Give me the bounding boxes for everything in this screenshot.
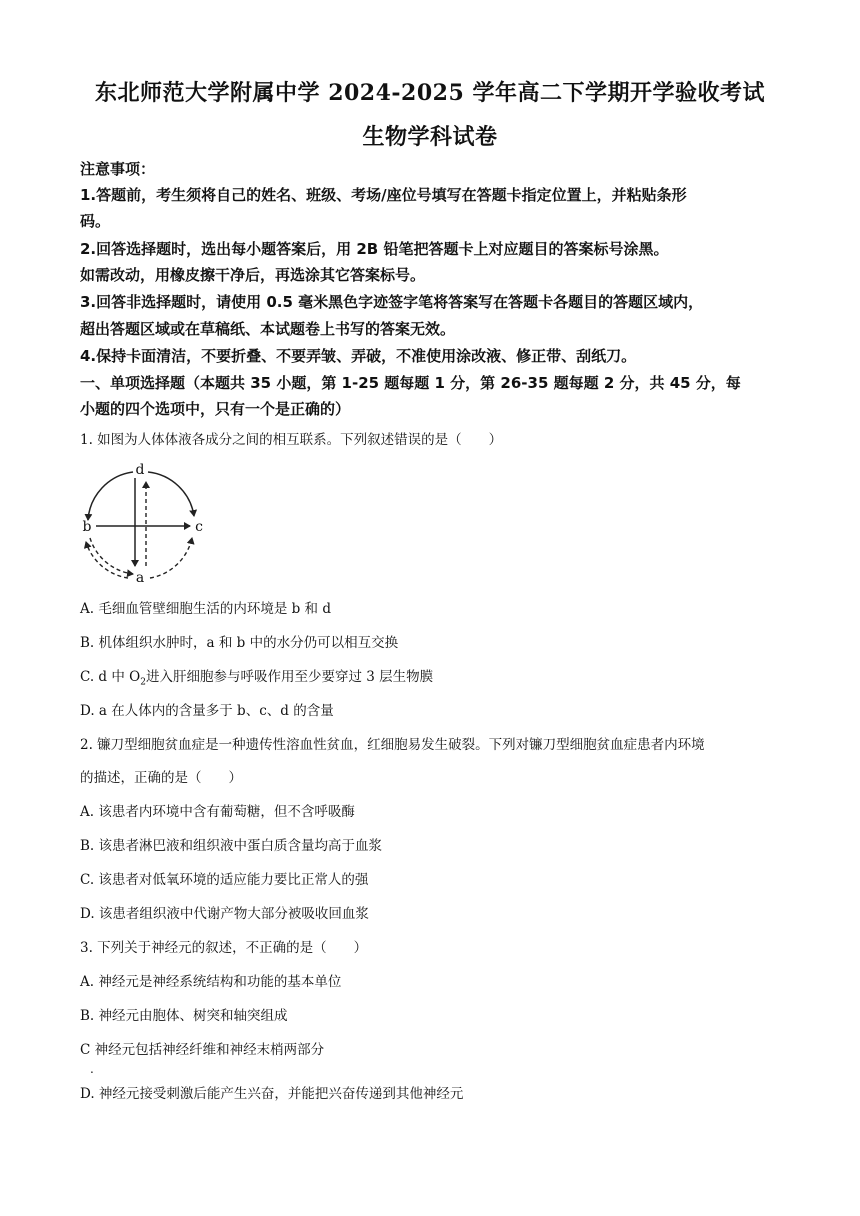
section-heading: 一、单项选择题（本题共 35 小题，第 1-25 题每题 1 分，第 26-35 题每题 2 分，共 45 分，每 bbox=[80, 374, 741, 392]
option-c: C 神经元包括神经纤维和神经末梢两部分 bbox=[80, 1042, 325, 1058]
question-stem: 2. 镰刀型细胞贫血症是一种遗传性溶血性贫血，红细胞易发生破裂。下列对镰刀型细胞贫血症患者内环境 bbox=[80, 737, 705, 753]
option-b: B. 该患者淋巴液和组织液中蛋白质含量均高于血浆 bbox=[80, 838, 383, 854]
option-a: A. 神经元是神经系统结构和功能的基本单位 bbox=[80, 974, 342, 990]
option-c-text-start: C. d 中 O bbox=[80, 669, 141, 685]
option-a: A. 该患者内环境中含有葡萄糖，但不含呼吸酶 bbox=[80, 804, 355, 820]
arrow-b-to-a bbox=[90, 538, 133, 574]
note-line: 1.答题前，考生须将自己的姓名、班级、考场/座位号填写在答题卡指定位置上，并粘贴条形 bbox=[80, 186, 687, 204]
option-b: B. 神经元由胞体、树突和轴突组成 bbox=[80, 1008, 288, 1024]
arrow-d-to-c bbox=[148, 472, 194, 516]
notes-heading: 注意事项： bbox=[80, 160, 156, 178]
note-line: 如需改动，用橡皮擦干净后，再选涂其它答案标号。 bbox=[80, 266, 426, 284]
note-line: 码。 bbox=[80, 212, 111, 230]
arrow-a-to-c bbox=[150, 538, 192, 578]
note-line: 超出答题区域或在草稿纸、本试题卷上书写的答案无效。 bbox=[80, 320, 456, 338]
arrow-d-to-b bbox=[88, 472, 133, 520]
body-fluid-diagram bbox=[78, 458, 208, 588]
option-b: B. 机体组织水肿时，a 和 b 中的水分仍可以相互交换 bbox=[80, 635, 399, 651]
stray-dot: . bbox=[90, 1062, 94, 1076]
question-stem-cont: 的描述，正确的是（ ） bbox=[80, 770, 242, 786]
exam-title: 东北师范大学附属中学 2024-2025 学年高二下学期开学验收考试 bbox=[95, 80, 765, 106]
label-c: c bbox=[195, 519, 203, 535]
option-d: D. 神经元接受刺激后能产生兴奋，并能把兴奋传递到其他神经元 bbox=[80, 1086, 464, 1102]
label-d: d bbox=[135, 462, 145, 478]
arrow-a-to-b bbox=[86, 542, 128, 578]
option-a: A. 毛细血管壁细胞生活的内环境是 b 和 d bbox=[80, 601, 331, 617]
option-c bbox=[80, 666, 780, 694]
option-d: D. 该患者组织液中代谢产物大部分被吸收回血浆 bbox=[80, 906, 369, 922]
section-heading-cont: 小题的四个选项中，只有一个是正确的） bbox=[80, 400, 351, 418]
note-line: 4.保持卡面清洁，不要折叠、不要弄皱、弄破，不准使用涂改液、修正带、刮纸刀。 bbox=[80, 347, 637, 365]
option-d: D. a 在人体内的含量多于 b、c、d 的含量 bbox=[80, 703, 334, 719]
exam-subtitle: 生物学科试卷 bbox=[362, 124, 498, 150]
label-a: a bbox=[135, 570, 145, 586]
option-c: C. 该患者对低氧环境的适应能力要比正常人的强 bbox=[80, 872, 369, 888]
question-stem: 1. 如图为人体体液各成分之间的相互联系。下列叙述错误的是（ ） bbox=[80, 432, 503, 448]
question-stem: 3. 下列关于神经元的叙述，不正确的是（ ） bbox=[80, 940, 368, 956]
label-b: b bbox=[82, 519, 92, 535]
option-c-text-end: 进入肝细胞参与呼吸作用至少要穿过 3 层生物膜 bbox=[145, 669, 434, 685]
option-c-subscript: 2 bbox=[140, 677, 146, 688]
note-line: 3.回答非选择题时，请使用 0.5 毫米黑色字迹签字笔将答案写在答题卡各题目的答题区域内， bbox=[80, 293, 704, 311]
note-line: 2.回答选择题时，选出每小题答案后，用 2B 铅笔把答题卡上对应题目的答案标号涂黑。 bbox=[80, 240, 669, 258]
